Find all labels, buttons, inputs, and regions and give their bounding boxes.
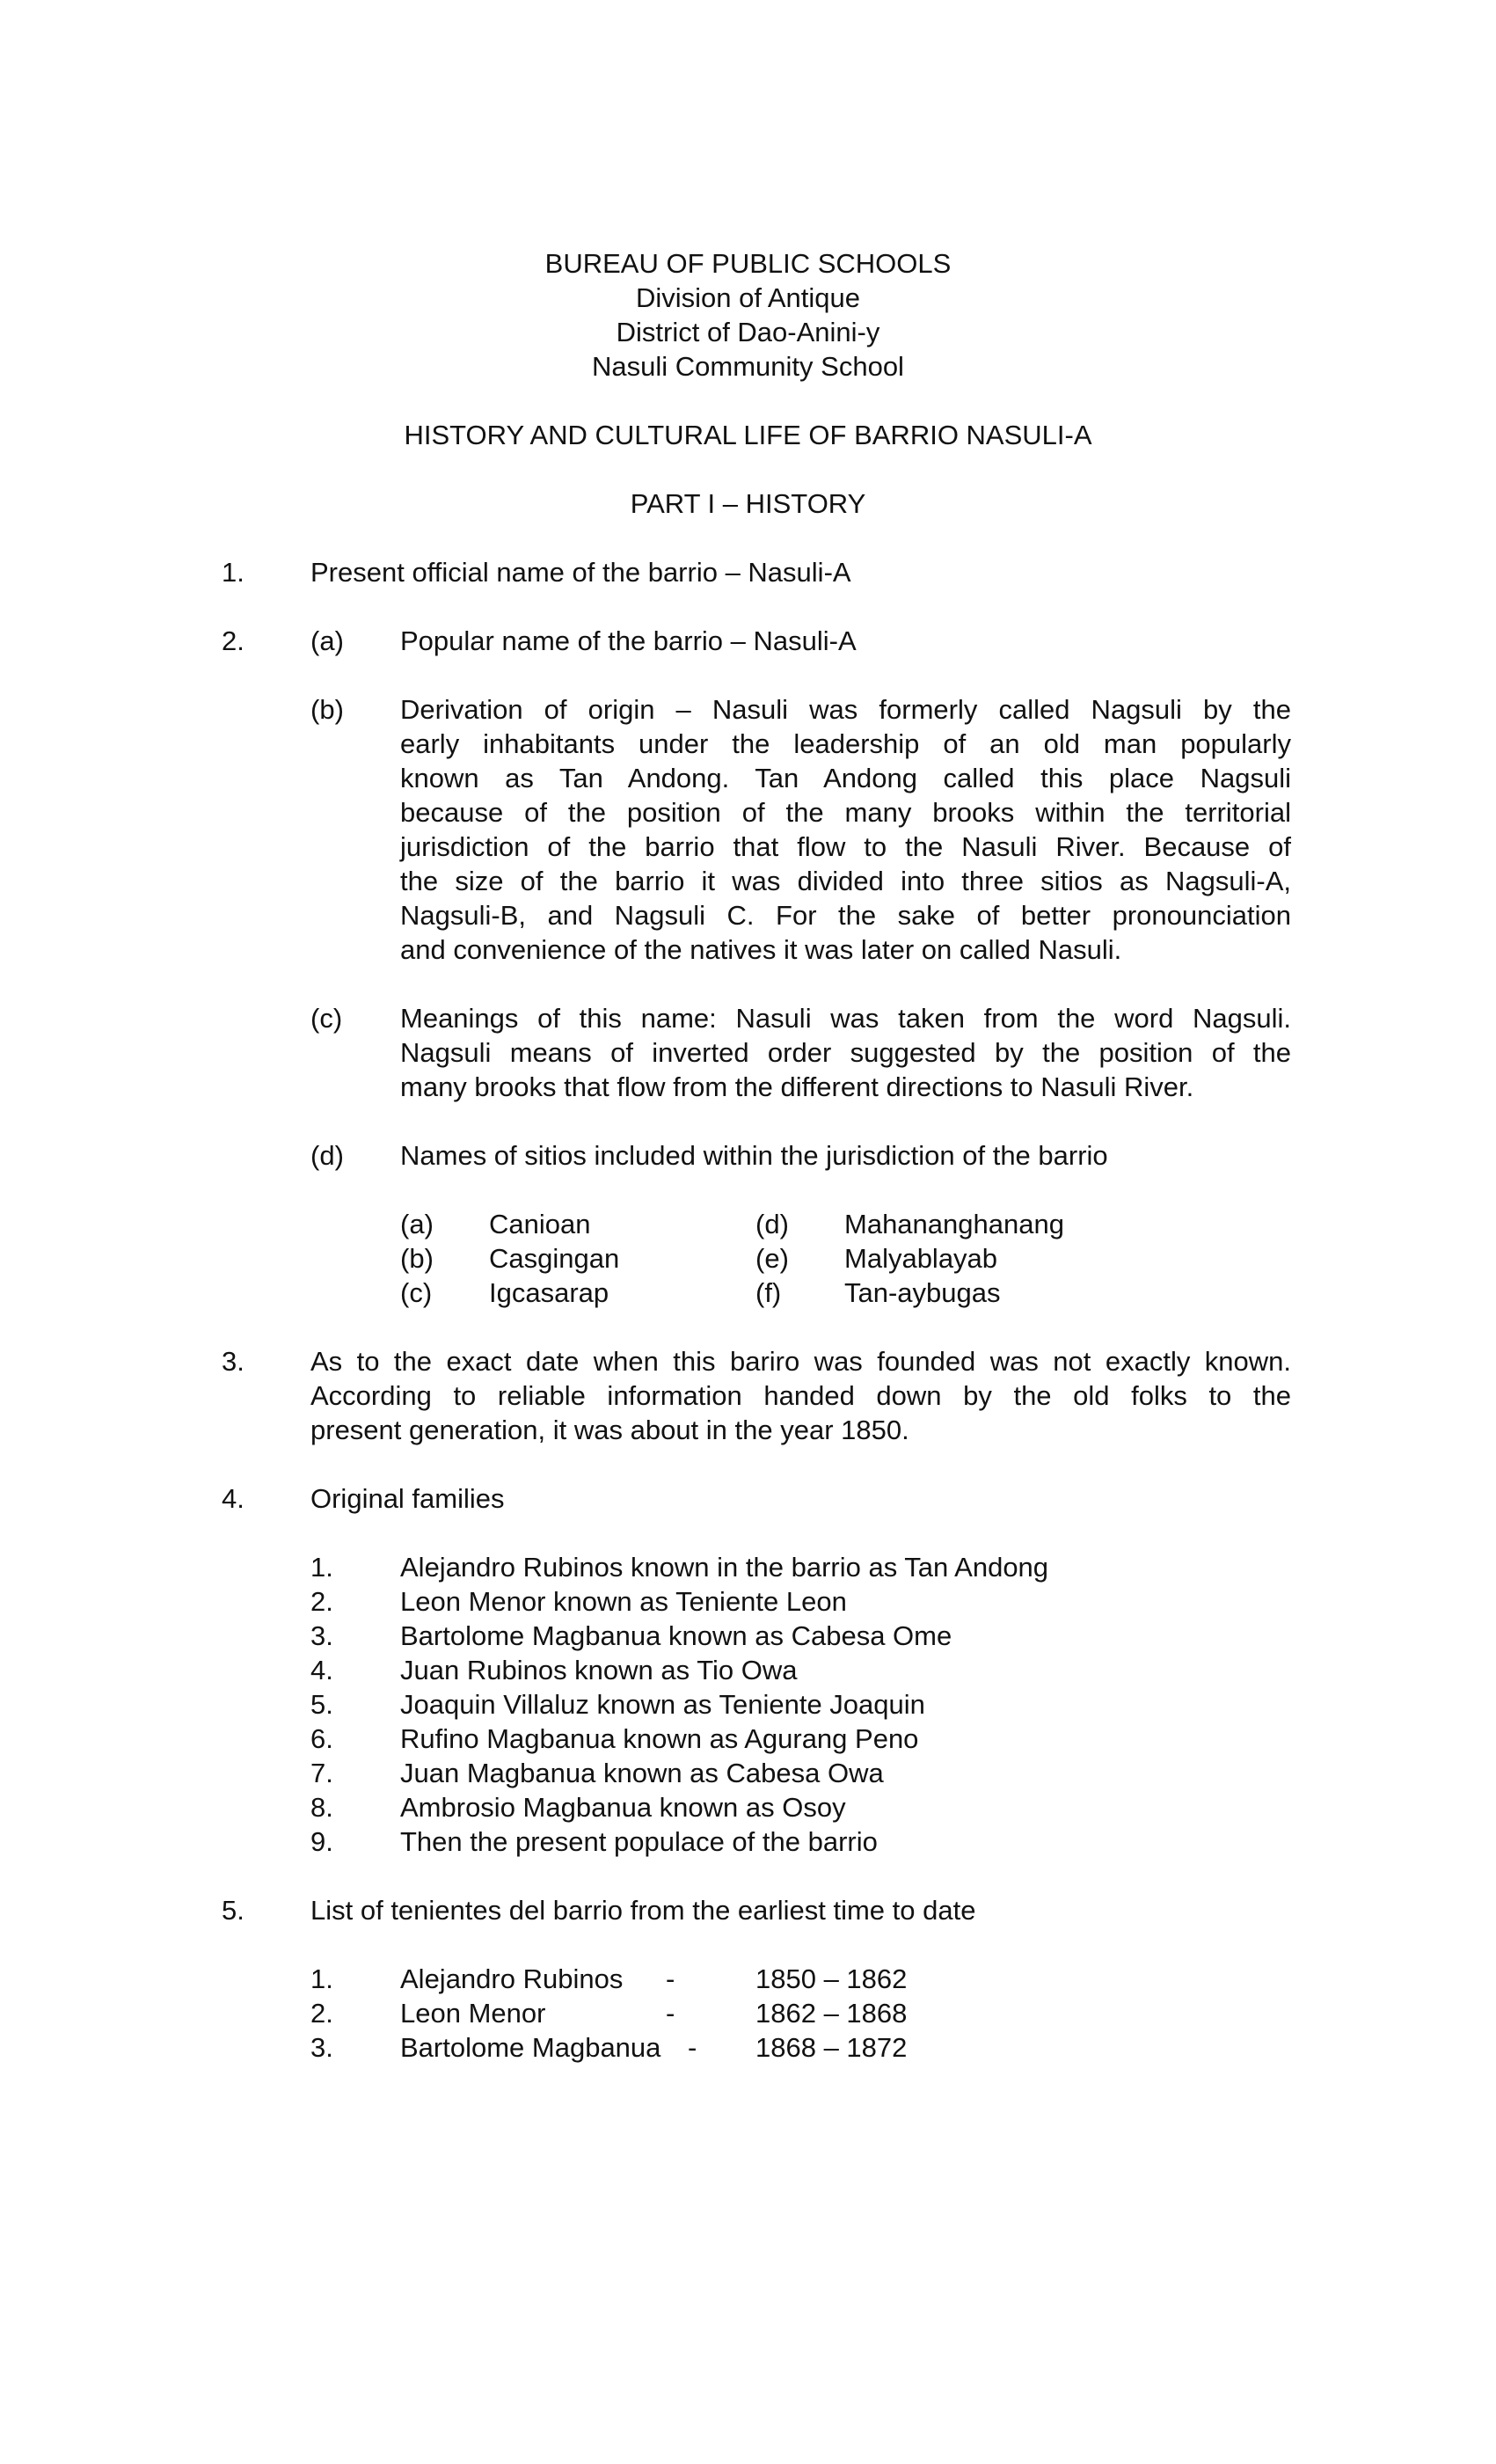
family-number: 4. [310, 1655, 333, 1685]
family-number: 2. [310, 1586, 333, 1617]
item-2b-paragraph [400, 692, 1291, 967]
item-2d-label: (d) [310, 1140, 344, 1171]
sitio-label: (d) [755, 1209, 789, 1239]
item-2d-text: Names of sitios included within the jurisdiction of the barrio [400, 1140, 1108, 1171]
family-text: Alejandro Rubinos known in the barrio as Tan Andong [400, 1552, 1049, 1583]
part-title: PART I – HISTORY [630, 488, 866, 519]
paragraph-line: because of the position of the many brooks within the territorial [400, 797, 1291, 828]
family-text: Leon Menor known as Teniente Leon [400, 1586, 847, 1617]
sitio-label: (f) [755, 1277, 782, 1308]
teniente-dash: - [688, 2032, 697, 2063]
sitio-label: (e) [755, 1243, 789, 1274]
paragraph-line: known as Tan Andong. Tan Andong called this place Nagsuli [400, 763, 1291, 793]
sitio-label: (c) [400, 1277, 433, 1308]
sitio-name: Igcasarap [489, 1277, 609, 1308]
item-4-text: Original families [310, 1483, 505, 1514]
sitio-name: Malyablayab [844, 1243, 998, 1274]
paragraph-line: present generation, it was about in the year 1850. [310, 1415, 909, 1445]
family-number: 3. [310, 1620, 333, 1651]
header-division: Division of Antique [635, 282, 861, 313]
item-2c-paragraph [400, 1001, 1291, 1104]
teniente-years: 1862 – 1868 [755, 1998, 908, 2029]
paragraph-line: Nagsuli-B, and Nagsuli C. For the sake of better pronounciation [400, 900, 1291, 931]
header-school: Nasuli Community School [592, 351, 904, 382]
item-2-number: 2. [222, 625, 244, 656]
family-text: Juan Rubinos known as Tio Owa [400, 1655, 798, 1685]
item-2c-label: (c) [310, 1003, 343, 1034]
item-2b-label: (b) [310, 694, 344, 725]
family-text: Ambrosio Magbanua known as Osoy [400, 1792, 846, 1823]
sitio-name: Canioan [489, 1209, 591, 1239]
sitio-name: Casgingan [489, 1243, 620, 1274]
teniente-name: Leon Menor [400, 1998, 546, 2029]
family-text: Bartolome Magbanua known as Cabesa Ome [400, 1620, 952, 1651]
teniente-dash: - [666, 1963, 675, 1994]
paragraph-line: Derivation of origin – Nasuli was formerly called Nagsuli by the [400, 694, 1291, 725]
teniente-number: 2. [310, 1998, 333, 2029]
paragraph-line: Meanings of this name: Nasuli was taken from the word Nagsuli. [400, 1003, 1291, 1034]
sitio-label: (a) [400, 1209, 434, 1239]
sitio-name: Tan-aybugas [844, 1277, 1001, 1308]
teniente-name: Alejandro Rubinos [400, 1963, 624, 1994]
family-text: Joaquin Villaluz known as Teniente Joaquin [400, 1689, 925, 1720]
family-number: 8. [310, 1792, 333, 1823]
paragraph-line: the size of the barrio it was divided into three sitios as Nagsuli-A, [400, 866, 1291, 896]
paragraph-line: many brooks that flow from the different directions to Nasuli River. [400, 1071, 1194, 1102]
item-5-text: List of tenientes del barrio from the earliest time to date [310, 1895, 976, 1926]
paragraph-line: and convenience of the natives it was later on called Nasuli. [400, 934, 1122, 965]
sitio-name: Mahananghanang [844, 1209, 1064, 1239]
item-2a-text: Popular name of the barrio – Nasuli-A [400, 625, 857, 656]
teniente-dash: - [666, 1998, 675, 2029]
family-number: 1. [310, 1552, 333, 1583]
family-number: 5. [310, 1689, 333, 1720]
paragraph-line: According to reliable information handed down by the old folks to the [310, 1380, 1291, 1411]
family-text: Rufino Magbanua known as Agurang Peno [400, 1723, 919, 1754]
item-2a-label: (a) [310, 625, 344, 656]
header-bureau: BUREAU OF PUBLIC SCHOOLS [544, 248, 952, 279]
family-text: Juan Magbanua known as Cabesa Owa [400, 1758, 884, 1788]
family-number: 6. [310, 1723, 333, 1754]
paragraph-line: Nagsuli means of inverted order suggested by the position of the [400, 1037, 1291, 1068]
teniente-years: 1868 – 1872 [755, 2032, 908, 2063]
teniente-number: 1. [310, 1963, 333, 1994]
teniente-name: Bartolome Magbanua [400, 2032, 661, 2063]
paragraph-line: early inhabitants under the leadership of an old man popularly [400, 728, 1291, 759]
item-3-paragraph [310, 1344, 1291, 1447]
item-1-text: Present official name of the barrio – Nasuli-A [310, 557, 851, 588]
teniente-number: 3. [310, 2032, 333, 2063]
paragraph-line: jurisdiction of the barrio that flow to the Nasuli River. Because of [400, 831, 1291, 862]
family-number: 9. [310, 1826, 333, 1857]
paragraph-line: As to the exact date when this bariro was founded was not exactly known. [310, 1346, 1291, 1377]
family-text: Then the present populace of the barrio [400, 1826, 878, 1857]
item-5-number: 5. [222, 1895, 244, 1926]
header-district: District of Dao-Anini-y [616, 317, 880, 347]
sitio-label: (b) [400, 1243, 434, 1274]
document-title: HISTORY AND CULTURAL LIFE OF BARRIO NASULI-A [404, 420, 1092, 450]
item-1-number: 1. [222, 557, 244, 588]
family-number: 7. [310, 1758, 333, 1788]
teniente-years: 1850 – 1862 [755, 1963, 908, 1994]
item-4-number: 4. [222, 1483, 244, 1514]
item-3-number: 3. [222, 1346, 244, 1377]
